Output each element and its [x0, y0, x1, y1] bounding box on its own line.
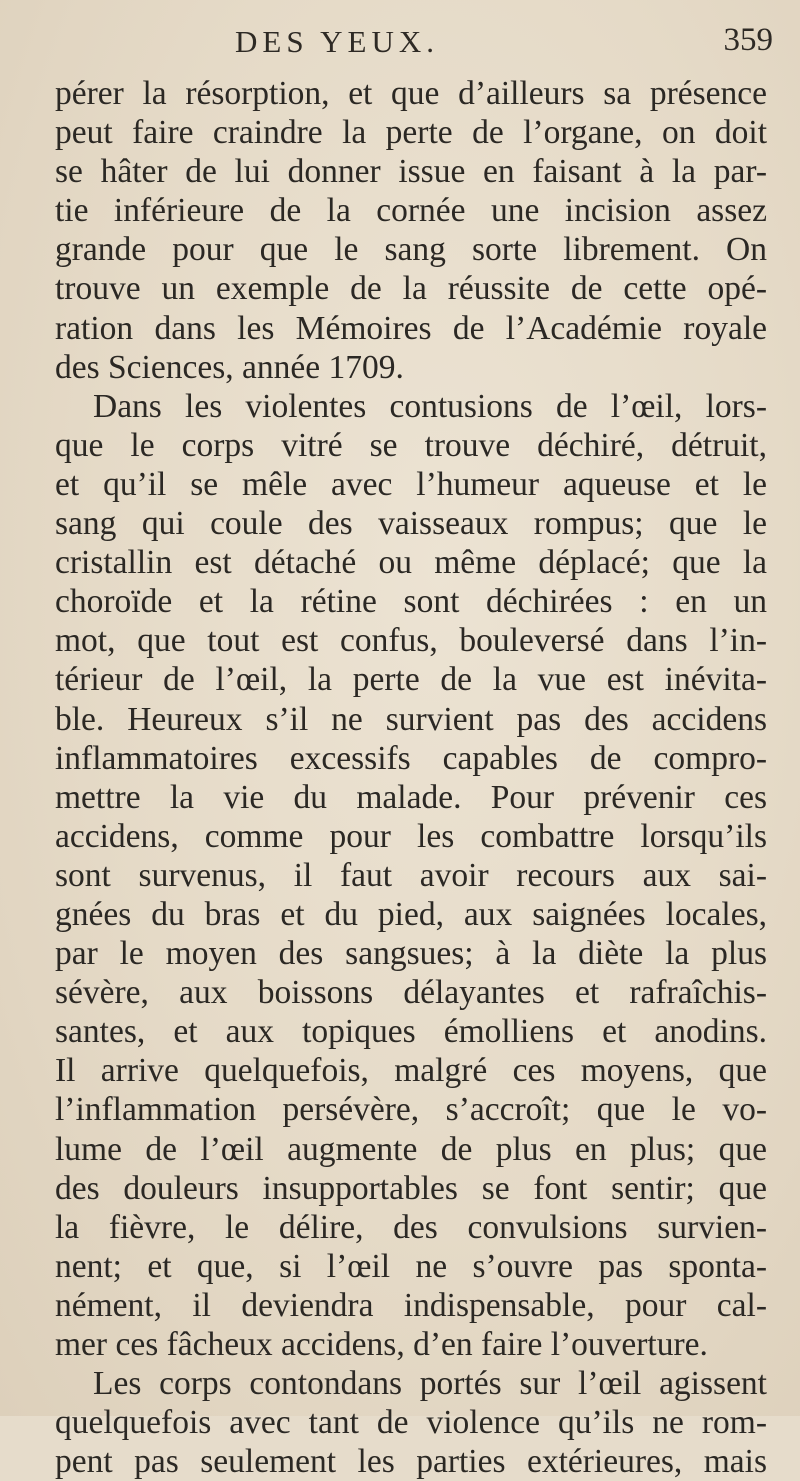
text-line: trouve un exemple de la réussite de cette opé- — [55, 270, 767, 308]
text-line: tie inférieure de la cornée une incision assez — [55, 192, 767, 230]
text-line: des douleurs insupportables se font sentir; que — [55, 1169, 767, 1207]
text-line: térieur de l’œil, la perte de la vue est inévita- — [55, 661, 767, 699]
running-head: DES YEUX. — [235, 24, 440, 59]
text-line: sont survenus, il faut avoir recours aux sai- — [55, 856, 767, 894]
text-line: nent; et que, si l’œil ne s’ouvre pas sponta- — [55, 1247, 767, 1285]
text-line: l’inflammation persévère, s’accroît; que le vo- — [55, 1091, 767, 1129]
text-line: peut faire craindre la perte de l’organe, on doit — [55, 114, 767, 152]
body-text — [55, 74, 767, 1481]
paragraph-start-line: Dans les violentes contusions de l’œil, lors- — [93, 387, 767, 425]
text-line: pérer la résorption, et que d’ailleurs sa présence — [55, 75, 767, 112]
text-line: nément, il deviendra indispensable, pour cal- — [55, 1286, 767, 1324]
paragraph-start-line: Les corps contondans portés sur l’œil agissent — [93, 1365, 767, 1403]
text-line: inflammatoires excessifs capables de compro- — [55, 739, 767, 777]
text-line: mer ces fâcheux accidens, d’en faire l’ouverture. — [55, 1326, 708, 1363]
text-line: par le moyen des sangsues; à la diète la plus — [55, 935, 767, 973]
text-line: Il arrive quelquefois, malgré ces moyens, que — [55, 1052, 767, 1090]
text-line: et qu’il se mêle avec l’humeur aqueuse et le — [55, 465, 767, 503]
page-number: 359 — [723, 22, 773, 58]
page-header — [0, 14, 800, 58]
text-line: santes, et aux topiques émolliens et anodins. — [55, 1013, 767, 1051]
text-line: la fièvre, le délire, des convulsions survien- — [55, 1208, 767, 1246]
text-line: sévère, aux boissons délayantes et rafraîchis- — [55, 974, 767, 1012]
text-line: grande pour que le sang sorte librement. On — [55, 231, 767, 269]
text-line: pent pas seulement les parties extérieures, mais — [55, 1443, 767, 1481]
text-line: ble. Heureux s’il ne survient pas des accidens — [55, 700, 767, 738]
text-line: cristallin est détaché ou même déplacé; que la — [55, 544, 767, 582]
text-line: que le corps vitré se trouve déchiré, détruit, — [55, 426, 767, 464]
text-line: choroïde et la rétine sont déchirées : en un — [55, 583, 767, 621]
text-line: lume de l’œil augmente de plus en plus; que — [55, 1130, 767, 1168]
text-line: mettre la vie du malade. Pour prévenir ces — [55, 778, 767, 816]
text-line: des Sciences, année 1709. — [55, 348, 404, 386]
text-line: sang qui coule des vaisseaux rompus; que le — [55, 505, 767, 543]
text-line: quelquefois avec tant de violence qu’ils ne rom- — [55, 1404, 767, 1442]
text-line: gnées du bras et du pied, aux saignées locales, — [55, 895, 767, 933]
text-line: se hâter de lui donner issue en faisant à la par- — [55, 153, 767, 191]
text-line: mot, que tout est confus, bouleversé dans l’in- — [55, 622, 767, 660]
text-line: accidens, comme pour les combattre lorsqu’ils — [55, 817, 767, 855]
text-line: ration dans les Mémoires de l’Académie royale — [55, 309, 767, 347]
